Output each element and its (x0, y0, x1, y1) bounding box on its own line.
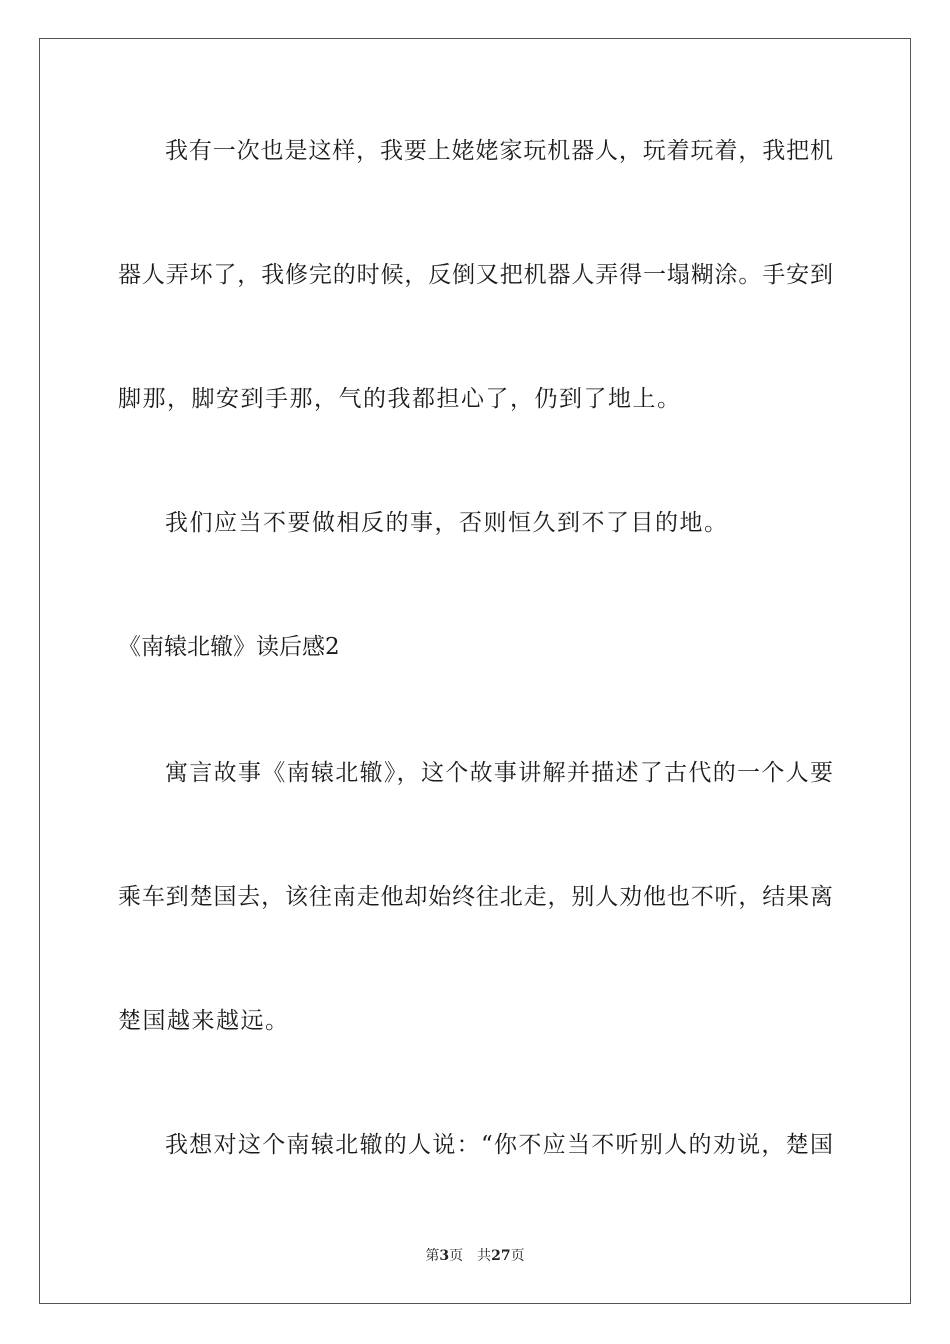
paragraph-3-line-1: 寓言故事《南辕北辙》，这个故事讲解并描述了古代的一个人要 (165, 760, 833, 786)
paragraph-4-line-1: 我想对这个南辕北辙的人说：“你不应当不听别人的劝说，楚国 (165, 1132, 833, 1158)
footer-page-total: 27 (491, 1248, 511, 1264)
paragraph-1-line-3: 脚那，脚安到手那，气的我都担心了，仍到了地上。 (118, 386, 682, 412)
page-border (39, 38, 911, 1304)
footer-total-unit: 页 (510, 1248, 525, 1264)
footer-page-prefix: 第 (425, 1248, 440, 1264)
page-footer (0, 1246, 950, 1266)
paragraph-1-line-2: 器人弄坏了，我修完的时候，反倒又把机器人弄得一塌糊涂。手安到 (118, 262, 833, 288)
paragraph-3-line-3: 楚国越来越远。 (118, 1008, 290, 1034)
footer-total-prefix: 共 (477, 1248, 492, 1264)
paragraph-2-line-1: 我们应当不要做相反的事，否则恒久到不了目的地。 (165, 510, 729, 536)
paragraph-1-line-1: 我有一次也是这样，我要上姥姥家玩机器人，玩着玩着，我把机 (165, 138, 833, 164)
paragraph-3-line-2: 乘车到楚国去，该往南走他却始终往北走，别人劝他也不听，结果离 (118, 884, 833, 910)
footer-page-current: 3 (439, 1248, 450, 1264)
section-heading: 《南辕北辙》读后感2 (118, 634, 340, 660)
footer-page-unit: 页 (449, 1248, 464, 1264)
